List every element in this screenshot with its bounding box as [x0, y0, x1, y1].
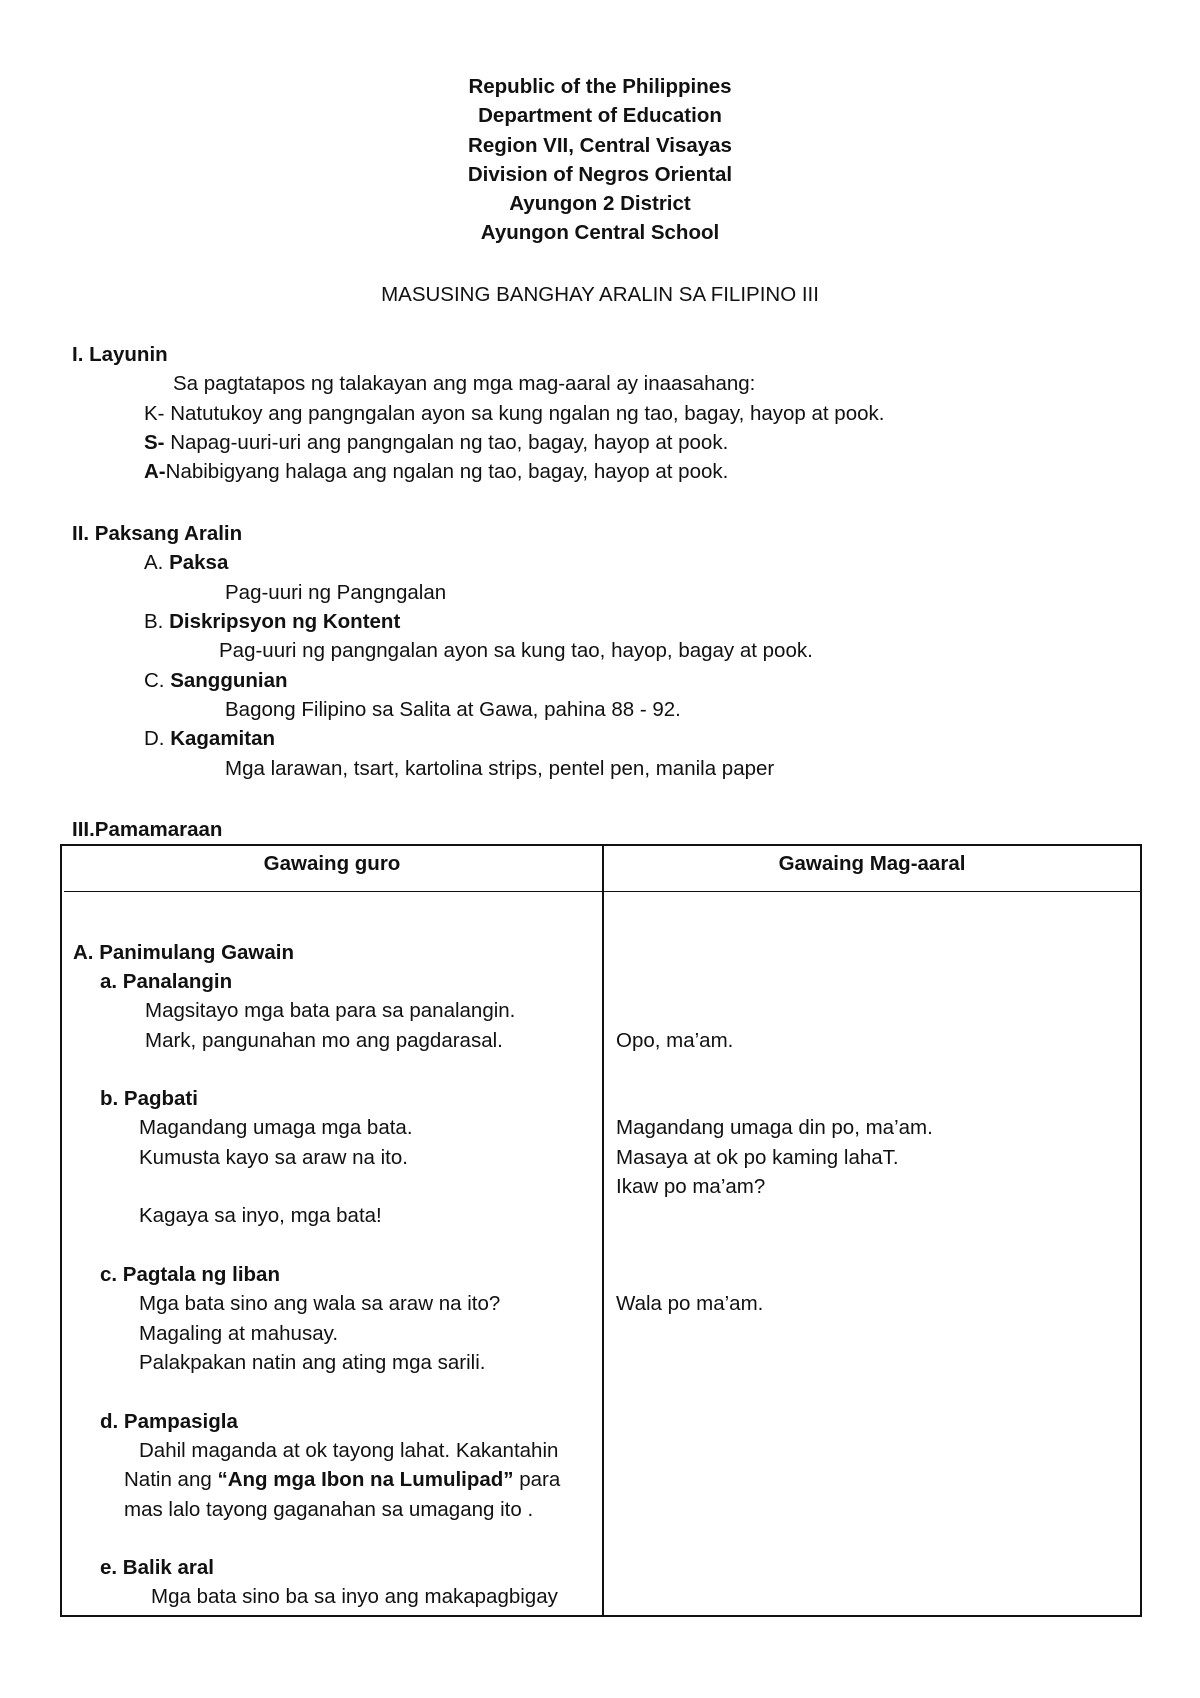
- greeting-student-2: Masaya at ok po kaming lahaT.: [616, 1146, 899, 1169]
- section-panimulang-gawain: A. Panimulang Gawain: [73, 941, 294, 964]
- column-header-teacher: Gawaing guro: [263, 852, 401, 875]
- subject-c-value: Bagong Filipino sa Salita at Gawa, pahina 88 - 92.: [225, 698, 681, 721]
- objectives-heading: I. Layunin: [72, 343, 168, 366]
- column-header-student: Gawaing Mag-aaral: [778, 852, 966, 875]
- subject-c-label: Sanggunian: [170, 669, 288, 692]
- review-teacher-1: Mga bata sino ba sa inyo ang makapagbigay: [151, 1585, 558, 1608]
- greeting-teacher-1: Magandang umaga mga bata.: [139, 1116, 413, 1139]
- subject-d-label: Kagamitan: [170, 727, 276, 750]
- attendance-label: c. Pagtala ng liban: [100, 1263, 280, 1286]
- table-header-rule-right-b: [1084, 891, 1140, 892]
- objective-skill-text: Napag-uuri-uri ang pangngalan ng tao, bagay, hayop at pook.: [164, 431, 729, 454]
- review-label: e. Balik aral: [100, 1556, 214, 1579]
- greeting-student-3: Ikaw po ma’am?: [616, 1175, 766, 1198]
- song-title: “Ang mga Ibon na Lumulipad”: [217, 1468, 514, 1491]
- objective-skill-prefix: S-: [144, 431, 165, 454]
- header-school: Ayungon Central School: [480, 221, 720, 244]
- attendance-student-1: Wala po ma’am.: [616, 1292, 764, 1315]
- greeting-label: b. Pagbati: [100, 1087, 198, 1110]
- attendance-teacher-1: Mga bata sino ang wala sa araw na ito?: [139, 1292, 501, 1315]
- page-title: MASUSING BANGHAY ARALIN SA FILIPINO III: [381, 283, 819, 306]
- objective-knowledge: [144, 400, 884, 428]
- subject-c-letter: C.: [144, 669, 171, 692]
- attendance-teacher-2: Magaling at mahusay.: [139, 1322, 339, 1345]
- header-region: Region VII, Central Visayas: [468, 134, 732, 157]
- subject-d: [144, 725, 275, 753]
- header-division: Division of Negros Oriental: [467, 163, 733, 186]
- motivation-teacher-3: mas lalo tayong gaganahan sa umagang ito .: [124, 1498, 534, 1521]
- subject-c: [144, 667, 288, 695]
- subject-d-letter: D.: [144, 727, 171, 750]
- motivation-teacher-2: [124, 1466, 560, 1494]
- objective-knowledge-text: Natutukoy ang pangngalan ayon sa kung ngalan ng tao, bagay, hayop at pook.: [164, 402, 885, 425]
- header-district: Ayungon 2 District: [509, 192, 691, 215]
- greeting-teacher-2: Kumusta kayo sa araw na ito.: [139, 1146, 408, 1169]
- header-department: Department of Education: [478, 104, 722, 127]
- subject-a-label: Paksa: [169, 551, 229, 574]
- prayer-teacher-2: Mark, pangunahan mo ang pagdarasal.: [145, 1029, 503, 1052]
- objective-attitude-prefix: A-: [144, 460, 166, 483]
- subject-heading: II. Paksang Aralin: [72, 522, 243, 545]
- objectives-intro: Sa pagtatapos ng talakayan ang mga mag-aaral ay inaasahang:: [173, 372, 756, 395]
- objective-skill: [144, 429, 728, 457]
- greeting-teacher-3: Kagaya sa inyo, mga bata!: [139, 1204, 382, 1227]
- prayer-teacher-1: Magsitayo mga bata para sa panalangin.: [145, 999, 516, 1022]
- subject-b-value: Pag-uuri ng pangngalan ayon sa kung tao, hayop, bagay at pook.: [219, 639, 813, 662]
- subject-b: [144, 608, 400, 636]
- objective-knowledge-prefix: K-: [144, 402, 165, 425]
- subject-b-letter: B.: [144, 610, 170, 633]
- table-header-rule-left-b: [306, 891, 602, 892]
- greeting-student-1: Magandang umaga din po, ma’am.: [616, 1116, 933, 1139]
- motivation-teacher-2a: Natin ang: [124, 1468, 218, 1491]
- objective-attitude: [144, 458, 728, 486]
- subject-a-value: Pag-uuri ng Pangngalan: [225, 581, 447, 604]
- motivation-teacher-1: Dahil maganda at ok tayong lahat. Kakantahin: [139, 1439, 559, 1462]
- subject-a-letter: A.: [144, 551, 170, 574]
- subject-b-label: Diskripsyon ng Kontent: [169, 610, 401, 633]
- subject-d-value: Mga larawan, tsart, kartolina strips, pentel pen, manila paper: [225, 757, 775, 780]
- table-header-rule-right-a: [604, 891, 1084, 892]
- procedure-heading: III.Pamamaraan: [72, 818, 223, 841]
- attendance-teacher-3: Palakpakan natin ang ating mga sarili.: [139, 1351, 486, 1374]
- prayer-label: a. Panalangin: [100, 970, 233, 993]
- objective-attitude-text: Nabibigyang halaga ang ngalan ng tao, bagay, hayop at pook.: [165, 460, 729, 483]
- motivation-teacher-2c: para: [513, 1468, 561, 1491]
- header-republic: Republic of the Philippines: [468, 75, 732, 98]
- subject-a: [144, 549, 228, 577]
- table-header-rule-left-a: [64, 891, 306, 892]
- motivation-label: d. Pampasigla: [100, 1410, 238, 1433]
- prayer-student-1: Opo, ma’am.: [616, 1029, 734, 1052]
- table-column-divider: [602, 844, 604, 1617]
